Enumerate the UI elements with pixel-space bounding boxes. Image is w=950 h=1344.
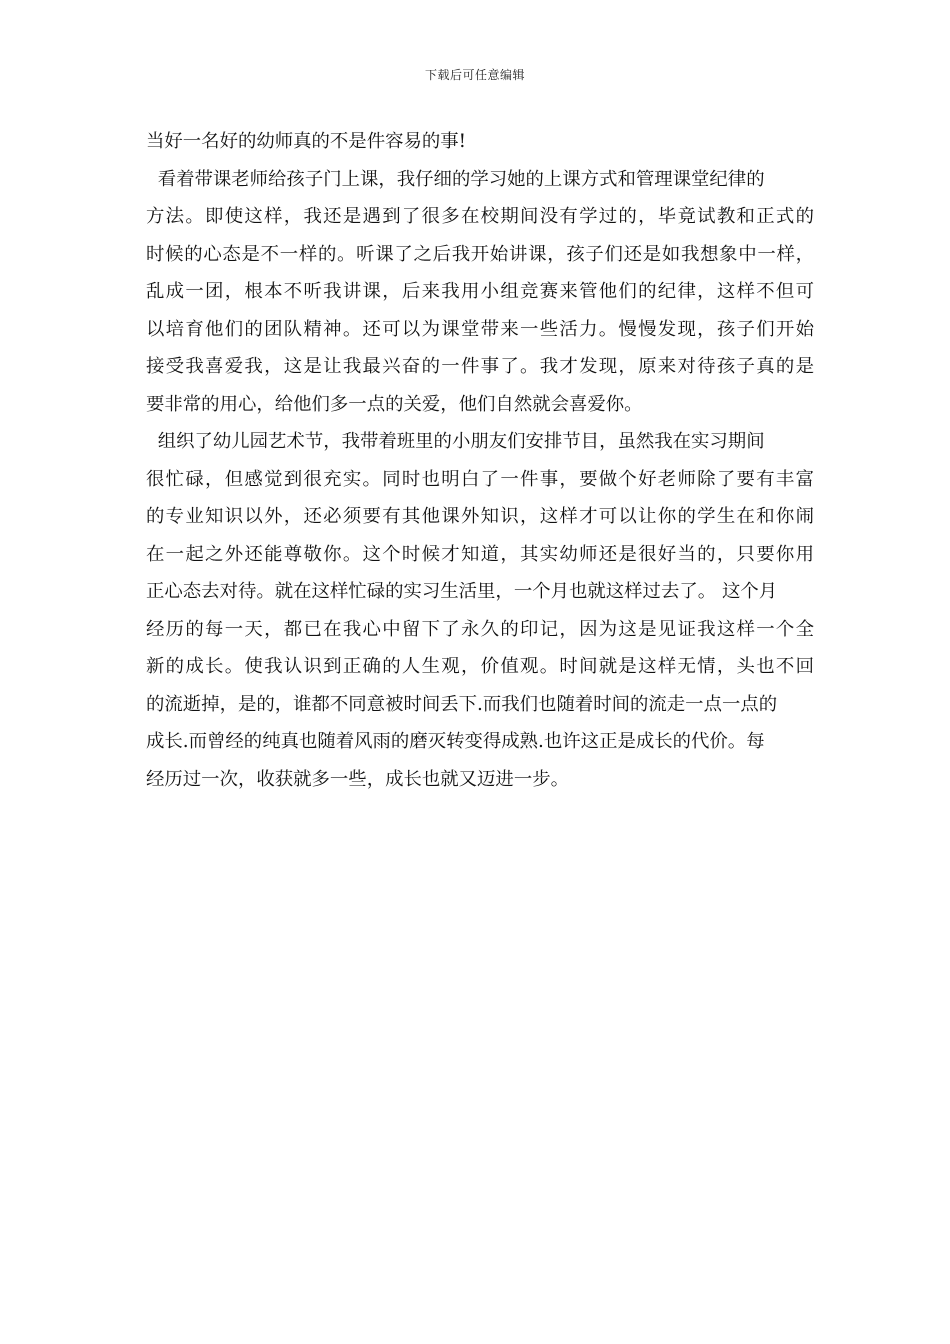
text-line: 方法。即使这样，我还是遇到了很多在校期间没有学过的，毕竟试教和正式的 <box>146 206 814 227</box>
text-line: 很忙碌，但感觉到很充实。同时也明白了一件事，要做个好老师除了要有丰富 <box>146 468 814 490</box>
text-line: 要非常的用心，给他们多一点的关爱，他们自然就会喜爱你。 <box>146 393 643 415</box>
text-line: 以培育他们的团队精神。还可以为课堂带来一些活力。慢慢发现，孩子们开始 <box>146 318 814 340</box>
text-line: 新的成长。使我认识到正确的人生观，价值观。时间就是这样无情，头也不回 <box>146 656 814 677</box>
text-line: 的专业知识以外，还必须要有其他课外知识，这样才可以让你的学生在和你闹 <box>146 506 814 527</box>
text-line: 看着带课老师给孩子门上课，我仔细的学习她的上课方式和管理课堂纪律的 <box>146 168 765 190</box>
text-line: 正心态去对待。就在这样忙碌的实习生活里，一个月也就这样过去了。 这个月 <box>146 581 778 602</box>
text-line: 成长.而曾经的纯真也随着风雨的磨灭转变得成熟.也许这正是成长的代价。每 <box>146 731 765 752</box>
text-line: 时候的心态是不一样的。听课了之后我开始讲课，孩子们还是如我想象中一样， <box>146 243 814 265</box>
text-line: 在一起之外还能尊敬你。这个时候才知道，其实幼师还是很好当的，只要你用 <box>146 543 814 565</box>
text-line: 组织了幼儿园艺术节，我带着班里的小朋友们安排节目，虽然我在实习期间 <box>146 431 765 452</box>
text-line: 当好一名好的幼师真的不是件容易的事! <box>146 131 467 152</box>
document-body <box>146 123 814 798</box>
text-line: 乱成一团，根本不听我讲课，后来我用小组竞赛来管他们的纪律，这样不但可 <box>146 281 814 302</box>
text-line: 接受我喜爱我，这是让我最兴奋的一件事了。我才发现，原来对待孩子真的是 <box>146 356 814 377</box>
text-line: 经历过一次，收获就多一些，成长也就又迈进一步。 <box>146 768 569 790</box>
text-line: 的流逝掉，是的，谁都不同意被时间丢下.而我们也随着时间的流走一点一点的 <box>146 693 778 715</box>
page-header: 下载后可任意编辑 <box>424 68 525 82</box>
text-line: 经历的每一天，都已在我心中留下了永久的印记，因为这是见证我这样一个全 <box>146 618 814 640</box>
